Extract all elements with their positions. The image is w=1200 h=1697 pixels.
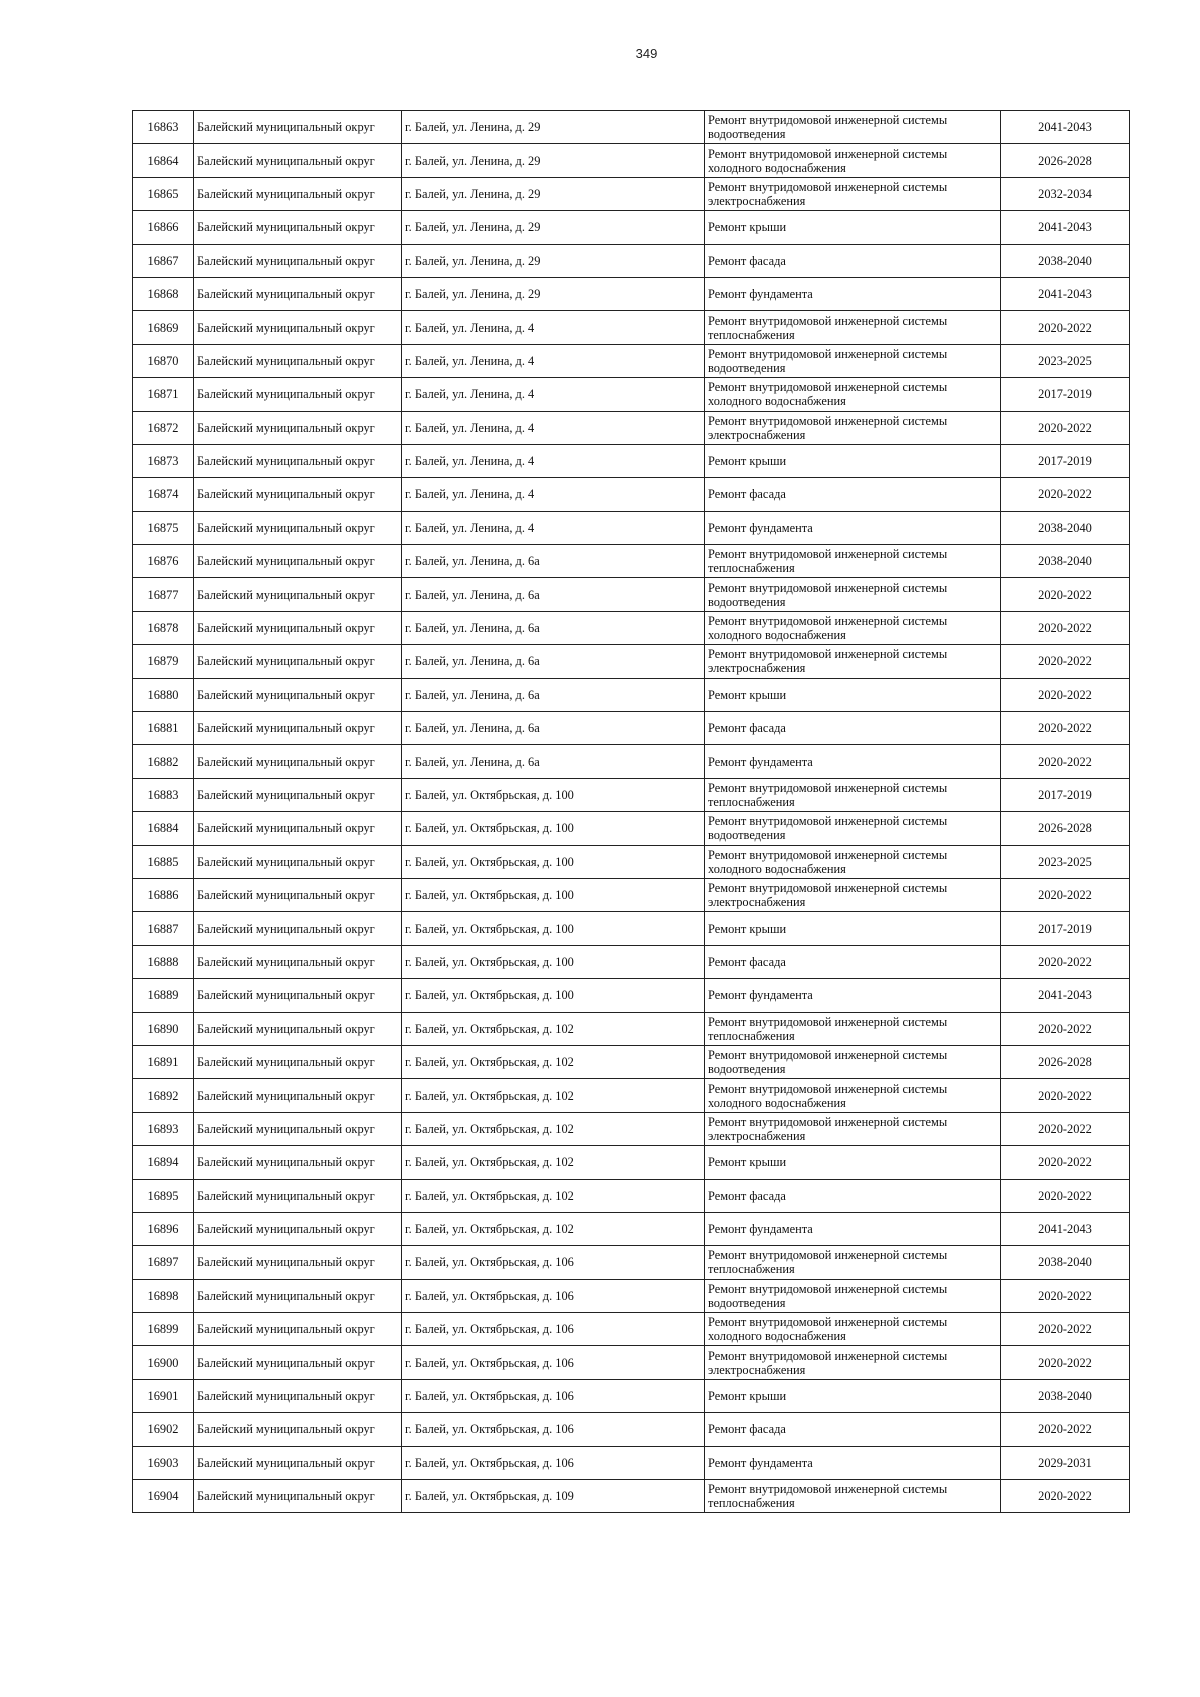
table-row xyxy=(133,1413,1130,1446)
row-number-cell: 16900 xyxy=(133,1346,194,1379)
municipality-cell: Балейский муниципальный округ xyxy=(194,511,402,544)
row-number-cell: 16867 xyxy=(133,244,194,277)
table-row xyxy=(133,1313,1130,1346)
row-number-cell: 16874 xyxy=(133,478,194,511)
municipality-cell: Балейский муниципальный округ xyxy=(194,1079,402,1112)
municipality-cell: Балейский муниципальный округ xyxy=(194,244,402,277)
table-row xyxy=(133,979,1130,1012)
address-cell: г. Балей, ул. Октябрьская, д. 102 xyxy=(402,1012,705,1045)
municipality-cell: Балейский муниципальный округ xyxy=(194,945,402,978)
table-row xyxy=(133,1079,1130,1112)
municipality-cell: Балейский муниципальный округ xyxy=(194,277,402,310)
table-row xyxy=(133,1146,1130,1179)
row-number-cell: 16880 xyxy=(133,678,194,711)
row-number-cell: 16870 xyxy=(133,344,194,377)
work-type-cell: Ремонт крыши xyxy=(705,1146,1001,1179)
table-row xyxy=(133,845,1130,878)
municipality-cell: Балейский муниципальный округ xyxy=(194,478,402,511)
work-type-cell: Ремонт внутридомовой инженерной системы водоотведения xyxy=(705,1045,1001,1078)
period-cell: 2026-2028 xyxy=(1001,812,1130,845)
work-type-cell: Ремонт внутридомовой инженерной системы теплоснабжения xyxy=(705,1012,1001,1045)
address-cell: г. Балей, ул. Октябрьская, д. 100 xyxy=(402,812,705,845)
municipality-cell: Балейский муниципальный округ xyxy=(194,1012,402,1045)
municipality-cell: Балейский муниципальный округ xyxy=(194,1446,402,1479)
work-type-cell: Ремонт внутридомовой инженерной системы холодного водоснабжения xyxy=(705,378,1001,411)
row-number-cell: 16864 xyxy=(133,144,194,177)
table-row xyxy=(133,1179,1130,1212)
municipality-cell: Балейский муниципальный округ xyxy=(194,912,402,945)
period-cell: 2017-2019 xyxy=(1001,912,1130,945)
municipality-cell: Балейский муниципальный округ xyxy=(194,812,402,845)
municipality-cell: Балейский муниципальный округ xyxy=(194,778,402,811)
work-type-cell: Ремонт внутридомовой инженерной системы теплоснабжения xyxy=(705,311,1001,344)
municipality-cell: Балейский муниципальный округ xyxy=(194,1179,402,1212)
table-row xyxy=(133,1346,1130,1379)
address-cell: г. Балей, ул. Октябрьская, д. 100 xyxy=(402,778,705,811)
address-cell: г. Балей, ул. Октябрьская, д. 102 xyxy=(402,1112,705,1145)
table-row xyxy=(133,244,1130,277)
address-cell: г. Балей, ул. Ленина, д. 4 xyxy=(402,478,705,511)
period-cell: 2026-2028 xyxy=(1001,1045,1130,1078)
address-cell: г. Балей, ул. Ленина, д. 6а xyxy=(402,545,705,578)
work-type-cell: Ремонт внутридомовой инженерной системы холодного водоснабжения xyxy=(705,611,1001,644)
address-cell: г. Балей, ул. Ленина, д. 6а xyxy=(402,578,705,611)
table-row xyxy=(133,1279,1130,1312)
table-row xyxy=(133,344,1130,377)
work-type-cell: Ремонт фундамента xyxy=(705,1212,1001,1245)
row-number-cell: 16877 xyxy=(133,578,194,611)
address-cell: г. Балей, ул. Октябрьская, д. 100 xyxy=(402,878,705,911)
municipality-cell: Балейский муниципальный округ xyxy=(194,1413,402,1446)
row-number-cell: 16879 xyxy=(133,645,194,678)
address-cell: г. Балей, ул. Ленина, д. 4 xyxy=(402,311,705,344)
municipality-cell: Балейский муниципальный округ xyxy=(194,1279,402,1312)
address-cell: г. Балей, ул. Октябрьская, д. 102 xyxy=(402,1179,705,1212)
address-cell: г. Балей, ул. Октябрьская, д. 102 xyxy=(402,1045,705,1078)
period-cell: 2026-2028 xyxy=(1001,144,1130,177)
table-row xyxy=(133,177,1130,210)
row-number-cell: 16876 xyxy=(133,545,194,578)
work-type-cell: Ремонт внутридомовой инженерной системы водоотведения xyxy=(705,1279,1001,1312)
work-type-cell: Ремонт внутридомовой инженерной системы холодного водоснабжения xyxy=(705,845,1001,878)
period-cell: 2020-2022 xyxy=(1001,478,1130,511)
work-type-cell: Ремонт внутридомовой инженерной системы водоотведения xyxy=(705,812,1001,845)
work-type-cell: Ремонт фундамента xyxy=(705,277,1001,310)
row-number-cell: 16893 xyxy=(133,1112,194,1145)
period-cell: 2020-2022 xyxy=(1001,878,1130,911)
row-number-cell: 16871 xyxy=(133,378,194,411)
municipality-cell: Балейский муниципальный округ xyxy=(194,1112,402,1145)
work-type-cell: Ремонт внутридомовой инженерной системы холодного водоснабжения xyxy=(705,1313,1001,1346)
table-row xyxy=(133,378,1130,411)
row-number-cell: 16885 xyxy=(133,845,194,878)
row-number-cell: 16899 xyxy=(133,1313,194,1346)
table-row xyxy=(133,545,1130,578)
address-cell: г. Балей, ул. Октябрьская, д. 109 xyxy=(402,1480,705,1513)
row-number-cell: 16863 xyxy=(133,111,194,144)
row-number-cell: 16897 xyxy=(133,1246,194,1279)
work-type-cell: Ремонт внутридомовой инженерной системы холодного водоснабжения xyxy=(705,1079,1001,1112)
work-type-cell: Ремонт внутридомовой инженерной системы холодного водоснабжения xyxy=(705,144,1001,177)
work-type-cell: Ремонт крыши xyxy=(705,678,1001,711)
row-number-cell: 16903 xyxy=(133,1446,194,1479)
period-cell: 2041-2043 xyxy=(1001,111,1130,144)
row-number-cell: 16882 xyxy=(133,745,194,778)
municipality-cell: Балейский муниципальный округ xyxy=(194,1480,402,1513)
row-number-cell: 16886 xyxy=(133,878,194,911)
row-number-cell: 16896 xyxy=(133,1212,194,1245)
municipality-cell: Балейский муниципальный округ xyxy=(194,1246,402,1279)
period-cell: 2020-2022 xyxy=(1001,1346,1130,1379)
address-cell: г. Балей, ул. Ленина, д. 6а xyxy=(402,611,705,644)
period-cell: 2041-2043 xyxy=(1001,979,1130,1012)
row-number-cell: 16881 xyxy=(133,712,194,745)
work-type-cell: Ремонт фасада xyxy=(705,945,1001,978)
municipality-cell: Балейский муниципальный округ xyxy=(194,845,402,878)
row-number-cell: 16892 xyxy=(133,1079,194,1112)
row-number-cell: 16878 xyxy=(133,611,194,644)
municipality-cell: Балейский муниципальный округ xyxy=(194,144,402,177)
table-row xyxy=(133,678,1130,711)
table-row xyxy=(133,778,1130,811)
municipality-cell: Балейский муниципальный округ xyxy=(194,645,402,678)
row-number-cell: 16891 xyxy=(133,1045,194,1078)
work-type-cell: Ремонт внутридомовой инженерной системы электроснабжения xyxy=(705,1112,1001,1145)
table-row xyxy=(133,812,1130,845)
address-cell: г. Балей, ул. Октябрьская, д. 102 xyxy=(402,1146,705,1179)
row-number-cell: 16890 xyxy=(133,1012,194,1045)
row-number-cell: 16866 xyxy=(133,211,194,244)
table-row xyxy=(133,578,1130,611)
address-cell: г. Балей, ул. Ленина, д. 29 xyxy=(402,177,705,210)
municipality-cell: Балейский муниципальный округ xyxy=(194,611,402,644)
table-row xyxy=(133,1212,1130,1245)
table-row xyxy=(133,878,1130,911)
table-row xyxy=(133,912,1130,945)
table-row xyxy=(133,144,1130,177)
table-row xyxy=(133,478,1130,511)
address-cell: г. Балей, ул. Ленина, д. 4 xyxy=(402,511,705,544)
period-cell: 2020-2022 xyxy=(1001,678,1130,711)
address-cell: г. Балей, ул. Октябрьская, д. 100 xyxy=(402,945,705,978)
row-number-cell: 16895 xyxy=(133,1179,194,1212)
work-type-cell: Ремонт внутридомовой инженерной системы теплоснабжения xyxy=(705,545,1001,578)
table-row xyxy=(133,1112,1130,1145)
municipality-cell: Балейский муниципальный округ xyxy=(194,745,402,778)
table-row xyxy=(133,1480,1130,1513)
municipality-cell: Балейский муниципальный округ xyxy=(194,1146,402,1179)
municipality-cell: Балейский муниципальный округ xyxy=(194,378,402,411)
municipality-cell: Балейский муниципальный округ xyxy=(194,1313,402,1346)
period-cell: 2020-2022 xyxy=(1001,945,1130,978)
address-cell: г. Балей, ул. Октябрьская, д. 102 xyxy=(402,1079,705,1112)
work-type-cell: Ремонт внутридомовой инженерной системы электроснабжения xyxy=(705,411,1001,444)
address-cell: г. Балей, ул. Ленина, д. 29 xyxy=(402,111,705,144)
municipality-cell: Балейский муниципальный округ xyxy=(194,545,402,578)
work-type-cell: Ремонт внутридомовой инженерной системы электроснабжения xyxy=(705,878,1001,911)
period-cell: 2020-2022 xyxy=(1001,1413,1130,1446)
table-row xyxy=(133,311,1130,344)
municipality-cell: Балейский муниципальный округ xyxy=(194,1212,402,1245)
period-cell: 2038-2040 xyxy=(1001,511,1130,544)
row-number-cell: 16872 xyxy=(133,411,194,444)
address-cell: г. Балей, ул. Октябрьская, д. 106 xyxy=(402,1379,705,1412)
period-cell: 2038-2040 xyxy=(1001,545,1130,578)
municipality-cell: Балейский муниципальный округ xyxy=(194,211,402,244)
period-cell: 2023-2025 xyxy=(1001,845,1130,878)
municipality-cell: Балейский муниципальный округ xyxy=(194,344,402,377)
row-number-cell: 16875 xyxy=(133,511,194,544)
period-cell: 2020-2022 xyxy=(1001,1179,1130,1212)
municipality-cell: Балейский муниципальный округ xyxy=(194,878,402,911)
period-cell: 2020-2022 xyxy=(1001,311,1130,344)
row-number-cell: 16898 xyxy=(133,1279,194,1312)
address-cell: г. Балей, ул. Октябрьская, д. 106 xyxy=(402,1279,705,1312)
work-type-cell: Ремонт внутридомовой инженерной системы электроснабжения xyxy=(705,177,1001,210)
address-cell: г. Балей, ул. Ленина, д. 4 xyxy=(402,378,705,411)
period-cell: 2038-2040 xyxy=(1001,1379,1130,1412)
period-cell: 2020-2022 xyxy=(1001,578,1130,611)
work-type-cell: Ремонт внутридомовой инженерной системы теплоснабжения xyxy=(705,1246,1001,1279)
address-cell: г. Балей, ул. Ленина, д. 4 xyxy=(402,411,705,444)
period-cell: 2020-2022 xyxy=(1001,1112,1130,1145)
address-cell: г. Балей, ул. Ленина, д. 29 xyxy=(402,211,705,244)
period-cell: 2041-2043 xyxy=(1001,277,1130,310)
table-row xyxy=(133,745,1130,778)
period-cell: 2020-2022 xyxy=(1001,1279,1130,1312)
table-row xyxy=(133,1012,1130,1045)
address-cell: г. Балей, ул. Ленина, д. 6а xyxy=(402,645,705,678)
table-row xyxy=(133,1045,1130,1078)
period-cell: 2020-2022 xyxy=(1001,712,1130,745)
table-row xyxy=(133,1379,1130,1412)
address-cell: г. Балей, ул. Ленина, д. 29 xyxy=(402,277,705,310)
municipality-cell: Балейский муниципальный округ xyxy=(194,712,402,745)
work-type-cell: Ремонт фундамента xyxy=(705,511,1001,544)
address-cell: г. Балей, ул. Ленина, д. 29 xyxy=(402,144,705,177)
table-row xyxy=(133,645,1130,678)
table-row xyxy=(133,211,1130,244)
address-cell: г. Балей, ул. Ленина, д. 4 xyxy=(402,444,705,477)
row-number-cell: 16902 xyxy=(133,1413,194,1446)
period-cell: 2017-2019 xyxy=(1001,778,1130,811)
work-type-cell: Ремонт крыши xyxy=(705,444,1001,477)
work-type-cell: Ремонт внутридомовой инженерной системы водоотведения xyxy=(705,111,1001,144)
work-type-cell: Ремонт фасада xyxy=(705,1413,1001,1446)
period-cell: 2020-2022 xyxy=(1001,1012,1130,1045)
row-number-cell: 16904 xyxy=(133,1480,194,1513)
work-type-cell: Ремонт внутридомовой инженерной системы водоотведения xyxy=(705,344,1001,377)
municipality-cell: Балейский муниципальный округ xyxy=(194,311,402,344)
period-cell: 2020-2022 xyxy=(1001,1079,1130,1112)
work-type-cell: Ремонт крыши xyxy=(705,1379,1001,1412)
period-cell: 2032-2034 xyxy=(1001,177,1130,210)
work-type-cell: Ремонт внутридомовой инженерной системы электроснабжения xyxy=(705,1346,1001,1379)
period-cell: 2017-2019 xyxy=(1001,444,1130,477)
work-type-cell: Ремонт фундамента xyxy=(705,1446,1001,1479)
municipality-cell: Балейский муниципальный округ xyxy=(194,678,402,711)
address-cell: г. Балей, ул. Ленина, д. 29 xyxy=(402,244,705,277)
municipality-cell: Балейский муниципальный округ xyxy=(194,444,402,477)
address-cell: г. Балей, ул. Октябрьская, д. 100 xyxy=(402,912,705,945)
period-cell: 2020-2022 xyxy=(1001,1313,1130,1346)
work-type-cell: Ремонт внутридомовой инженерной системы теплоснабжения xyxy=(705,778,1001,811)
address-cell: г. Балей, ул. Ленина, д. 6а xyxy=(402,712,705,745)
address-cell: г. Балей, ул. Октябрьская, д. 106 xyxy=(402,1413,705,1446)
row-number-cell: 16883 xyxy=(133,778,194,811)
page-number: 349 xyxy=(635,46,658,61)
municipality-cell: Балейский муниципальный округ xyxy=(194,1346,402,1379)
work-type-cell: Ремонт фасада xyxy=(705,478,1001,511)
municipality-cell: Балейский муниципальный округ xyxy=(194,979,402,1012)
address-cell: г. Балей, ул. Октябрьская, д. 100 xyxy=(402,845,705,878)
period-cell: 2020-2022 xyxy=(1001,745,1130,778)
municipality-cell: Балейский муниципальный округ xyxy=(194,1379,402,1412)
work-type-cell: Ремонт крыши xyxy=(705,211,1001,244)
period-cell: 2041-2043 xyxy=(1001,1212,1130,1245)
work-type-cell: Ремонт фундамента xyxy=(705,979,1001,1012)
table-body xyxy=(133,111,1130,1513)
row-number-cell: 16887 xyxy=(133,912,194,945)
table-row xyxy=(133,1246,1130,1279)
period-cell: 2020-2022 xyxy=(1001,1146,1130,1179)
municipality-cell: Балейский муниципальный округ xyxy=(194,411,402,444)
period-cell: 2038-2040 xyxy=(1001,244,1130,277)
period-cell: 2023-2025 xyxy=(1001,344,1130,377)
row-number-cell: 16888 xyxy=(133,945,194,978)
row-number-cell: 16868 xyxy=(133,277,194,310)
period-cell: 2029-2031 xyxy=(1001,1446,1130,1479)
repair-schedule-table xyxy=(132,110,1130,1513)
period-cell: 2038-2040 xyxy=(1001,1246,1130,1279)
municipality-cell: Балейский муниципальный округ xyxy=(194,1045,402,1078)
work-type-cell: Ремонт крыши xyxy=(705,912,1001,945)
period-cell: 2020-2022 xyxy=(1001,611,1130,644)
work-type-cell: Ремонт внутридомовой инженерной системы электроснабжения xyxy=(705,645,1001,678)
address-cell: г. Балей, ул. Ленина, д. 4 xyxy=(402,344,705,377)
address-cell: г. Балей, ул. Октябрьская, д. 106 xyxy=(402,1446,705,1479)
work-type-cell: Ремонт фундамента xyxy=(705,745,1001,778)
address-cell: г. Балей, ул. Октябрьская, д. 106 xyxy=(402,1346,705,1379)
row-number-cell: 16894 xyxy=(133,1146,194,1179)
municipality-cell: Балейский муниципальный округ xyxy=(194,177,402,210)
table-row xyxy=(133,511,1130,544)
work-type-cell: Ремонт фасада xyxy=(705,712,1001,745)
table-row xyxy=(133,712,1130,745)
period-cell: 2020-2022 xyxy=(1001,645,1130,678)
table-row xyxy=(133,277,1130,310)
table-row xyxy=(133,945,1130,978)
address-cell: г. Балей, ул. Ленина, д. 6а xyxy=(402,678,705,711)
municipality-cell: Балейский муниципальный округ xyxy=(194,578,402,611)
period-cell: 2020-2022 xyxy=(1001,411,1130,444)
work-type-cell: Ремонт фасада xyxy=(705,1179,1001,1212)
period-cell: 2041-2043 xyxy=(1001,211,1130,244)
table-row xyxy=(133,1446,1130,1479)
work-type-cell: Ремонт фасада xyxy=(705,244,1001,277)
row-number-cell: 16865 xyxy=(133,177,194,210)
work-type-cell: Ремонт внутридомовой инженерной системы теплоснабжения xyxy=(705,1480,1001,1513)
table-row xyxy=(133,444,1130,477)
address-cell: г. Балей, ул. Октябрьская, д. 106 xyxy=(402,1246,705,1279)
table-row xyxy=(133,411,1130,444)
address-cell: г. Балей, ул. Октябрьская, д. 102 xyxy=(402,1212,705,1245)
row-number-cell: 16901 xyxy=(133,1379,194,1412)
period-cell: 2020-2022 xyxy=(1001,1480,1130,1513)
address-cell: г. Балей, ул. Октябрьская, д. 100 xyxy=(402,979,705,1012)
table-row xyxy=(133,111,1130,144)
row-number-cell: 16869 xyxy=(133,311,194,344)
work-type-cell: Ремонт внутридомовой инженерной системы водоотведения xyxy=(705,578,1001,611)
address-cell: г. Балей, ул. Ленина, д. 6а xyxy=(402,745,705,778)
period-cell: 2017-2019 xyxy=(1001,378,1130,411)
row-number-cell: 16873 xyxy=(133,444,194,477)
municipality-cell: Балейский муниципальный округ xyxy=(194,111,402,144)
row-number-cell: 16889 xyxy=(133,979,194,1012)
address-cell: г. Балей, ул. Октябрьская, д. 106 xyxy=(402,1313,705,1346)
table-row xyxy=(133,611,1130,644)
row-number-cell: 16884 xyxy=(133,812,194,845)
